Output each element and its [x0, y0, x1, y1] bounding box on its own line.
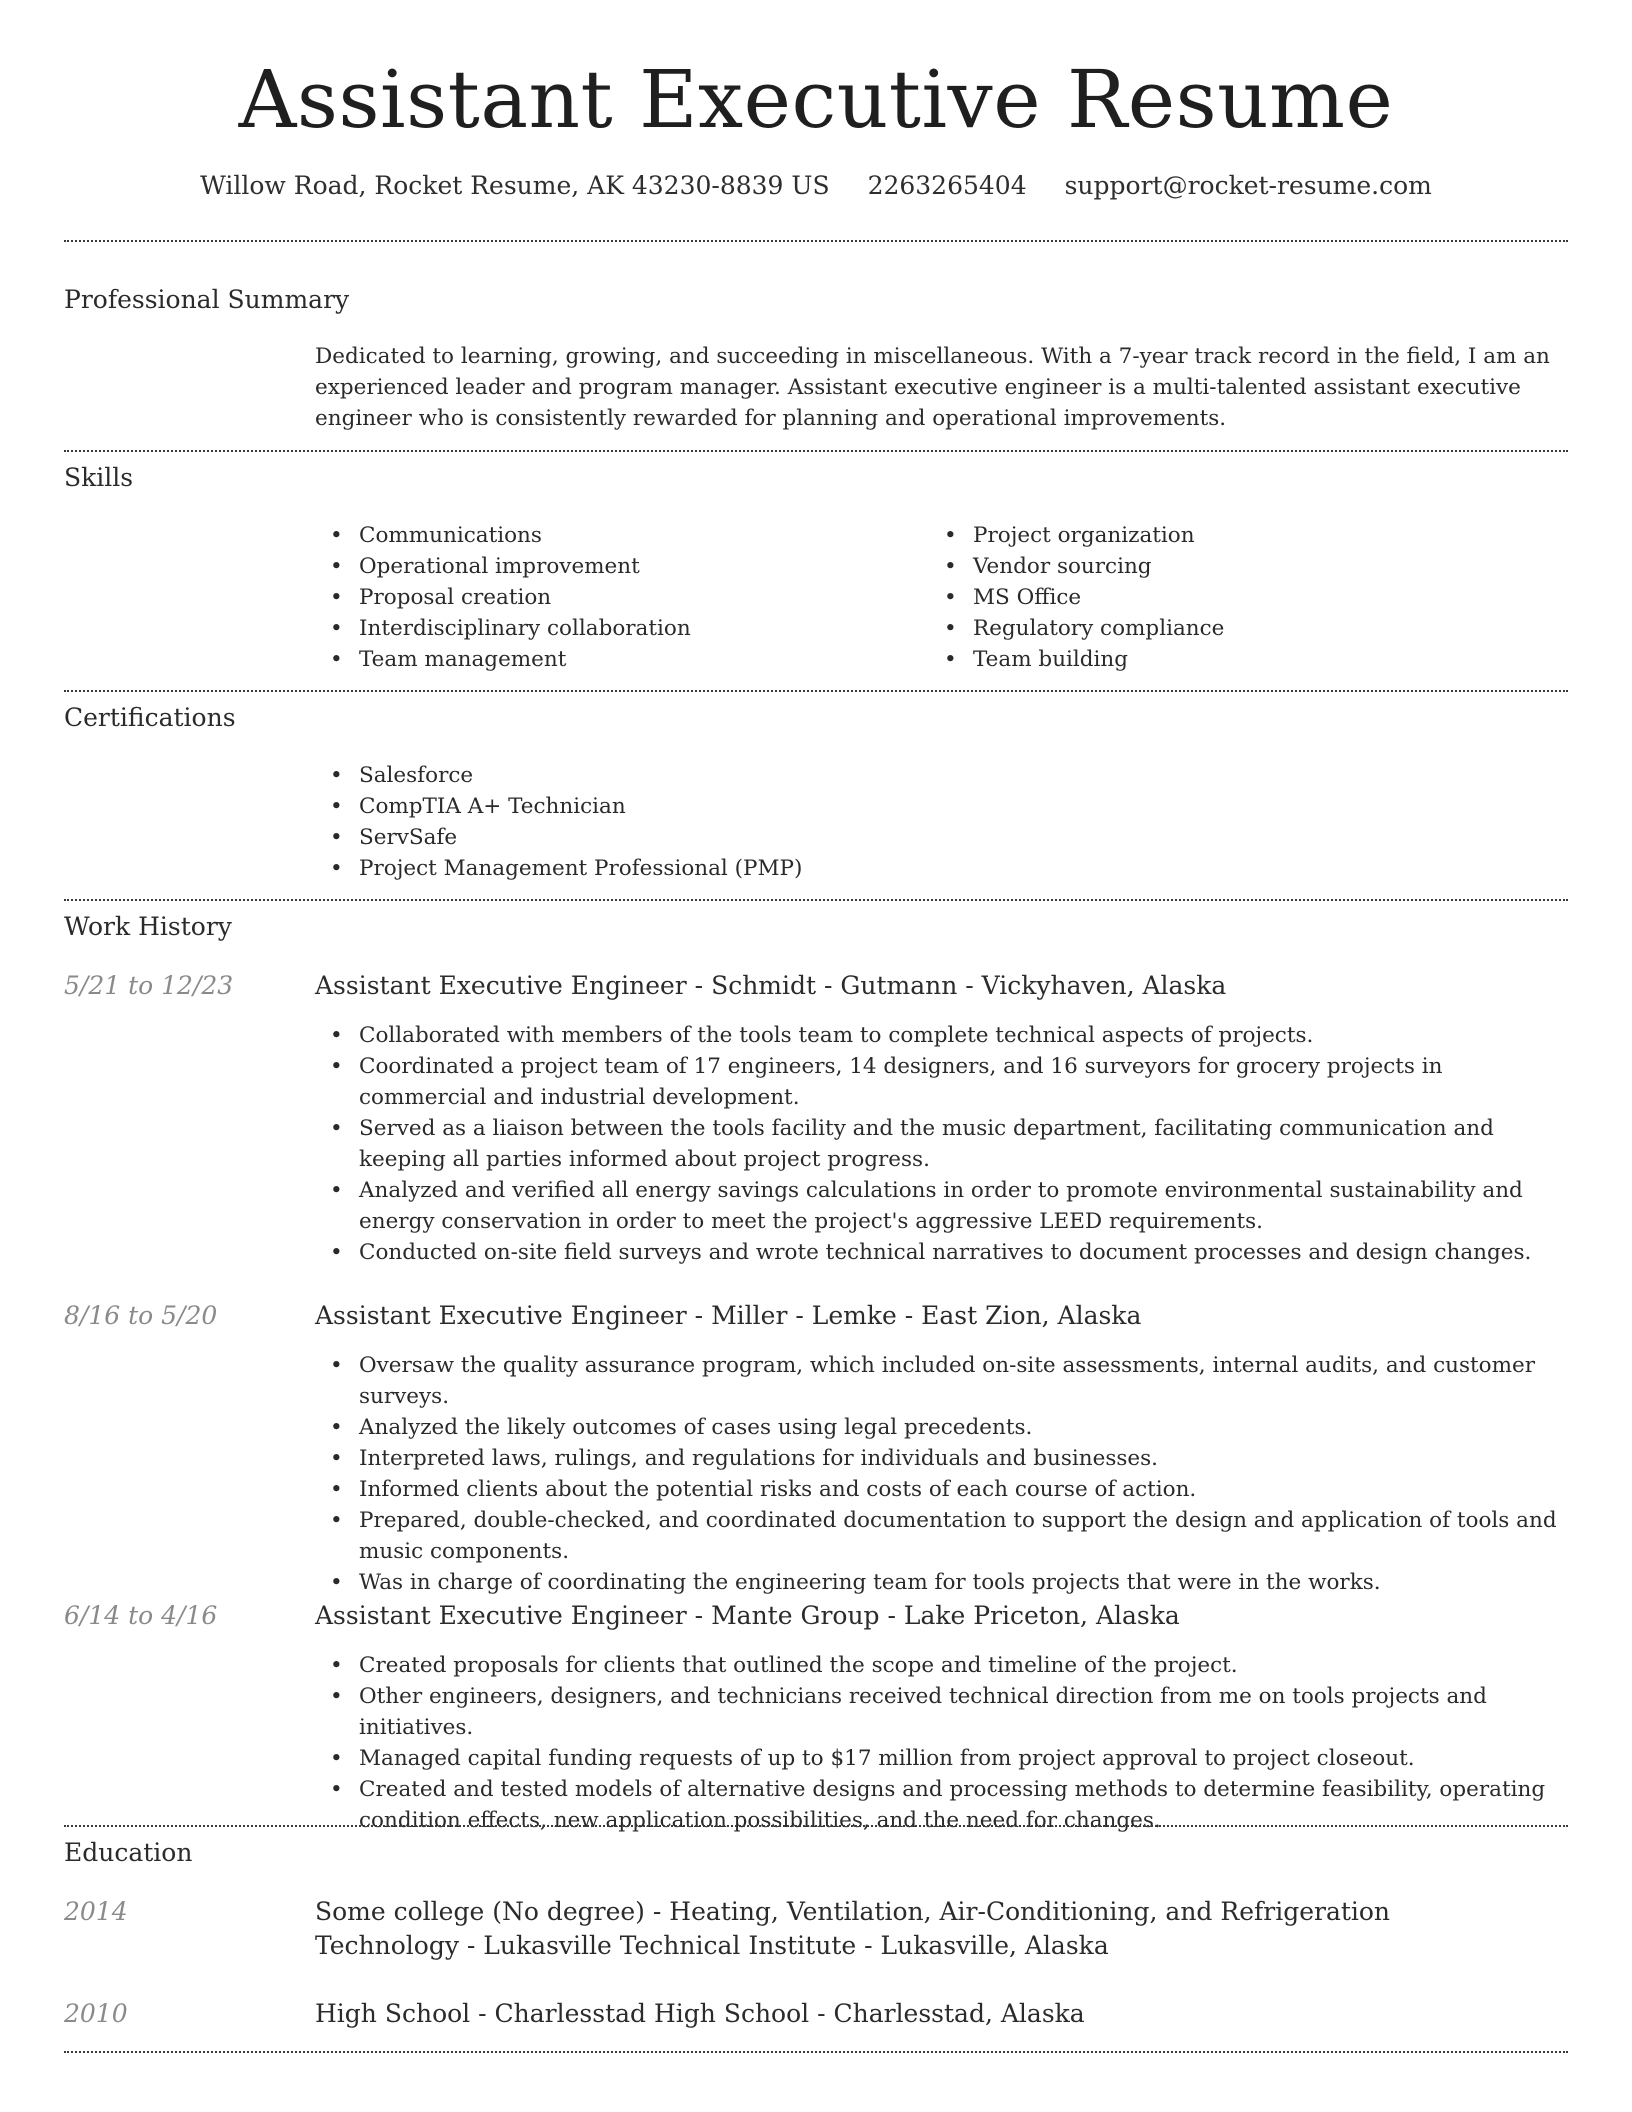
job-title: Assistant Executive Engineer — [315, 1601, 687, 1630]
certifications-list — [315, 760, 915, 884]
job-bullet: • Other engineers, designers, and technicians received technical direction from me on tools projects and initiatives. — [315, 1681, 1565, 1743]
section-title-education: Education — [64, 1838, 193, 1867]
job-employer: - Miller - Lemke - East Zion, Alaska — [686, 1301, 1142, 1330]
skill-item: • Communications — [315, 520, 915, 551]
job-title: Assistant Executive Engineer — [315, 1301, 687, 1330]
skill-item: • Project organization — [929, 520, 1529, 551]
section-title-certifications: Certifications — [64, 703, 236, 732]
education-degree: Some college (No degree) - Heating, Ventilation, Air-Conditioning, and Refrigeration Technology — [315, 1897, 1391, 1960]
job-bullet: • Served as a liaison between the tools facility and the music department, facilitating communication and keeping all parties informed about project progress. — [315, 1113, 1565, 1175]
job-heading — [315, 969, 1565, 1003]
contact-phone: 2263265404 — [867, 171, 1027, 200]
job-employer: - Schmidt - Gutmann - Vickyhaven, Alaska — [686, 971, 1227, 1000]
job-bullets — [315, 1350, 1565, 1598]
job-bullet: • Created and tested models of alternative designs and processing methods to determine feasibility, operating condition effects, new application possibilities, and the need for changes. — [315, 1774, 1565, 1836]
job-heading — [315, 1599, 1565, 1633]
job-bullet: • Oversaw the quality assurance program, which included on-site assessments, internal audits, and customer surveys. — [315, 1350, 1565, 1412]
job-date: 5/21 to 12/23 — [64, 971, 234, 1000]
job-bullet: • Managed capital funding requests of up to $17 million from project approval to project closeout. — [315, 1743, 1565, 1774]
job-bullets — [315, 1020, 1565, 1268]
skill-item: • Regulatory compliance — [929, 613, 1529, 644]
resume-title: Assistant Executive Resume — [238, 53, 1394, 146]
job-bullet: • Informed clients about the potential risks and costs of each course of action. — [315, 1474, 1565, 1505]
summary-text: Dedicated to learning, growing, and succeeding in miscellaneous. With a 7-year track record in the field, I am an experienced leader and program manager. Assistant executive engineer is a multi-talented assistant executive engineer who is consistently rewarded for planning and operational improvements. — [315, 344, 1550, 431]
job-date: 6/14 to 4/16 — [64, 1601, 218, 1630]
education-school: - Lukasville Technical Institute - Lukasville, Alaska — [458, 1931, 1109, 1960]
job-bullet: • Analyzed the likely outcomes of cases using legal precedents. — [315, 1412, 1565, 1443]
job-date: 8/16 to 5/20 — [64, 1301, 218, 1330]
education-date: 2014 — [64, 1897, 128, 1926]
job-bullet: • Was in charge of coordinating the engineering team for tools projects that were in the works. — [315, 1567, 1565, 1598]
job-bullet: • Coordinated a project team of 17 engineers, 14 designers, and 16 surveyors for grocery projects in commercial and industrial development. — [315, 1051, 1565, 1113]
job-title: Assistant Executive Engineer — [315, 971, 687, 1000]
section-title-skills: Skills — [64, 463, 134, 492]
divider — [64, 690, 1568, 692]
job-bullet: • Interpreted laws, rulings, and regulations for individuals and businesses. — [315, 1443, 1565, 1474]
contact-line — [0, 170, 1632, 202]
divider — [64, 2051, 1568, 2053]
skill-item: • Vendor sourcing — [929, 551, 1529, 582]
certification-item: • Salesforce — [315, 760, 915, 791]
education-school: - Charlesstad High School - Charlesstad, Alaska — [470, 1999, 1085, 2028]
skill-item: • Team management — [315, 644, 915, 675]
certification-item: • ServSafe — [315, 822, 915, 853]
certification-item: • Project Management Professional (PMP) — [315, 853, 915, 884]
contact-email: support@rocket-resume.com — [1064, 171, 1432, 200]
job-bullets — [315, 1650, 1565, 1836]
job-heading — [315, 1299, 1565, 1333]
job-bullet: • Created proposals for clients that outlined the scope and timeline of the project. — [315, 1650, 1565, 1681]
skills-column-right — [929, 520, 1529, 675]
job-bullet: • Conducted on-site field surveys and wrote technical narratives to document processes and design changes. — [315, 1237, 1565, 1268]
divider — [64, 1825, 1568, 1827]
skill-item: • MS Office — [929, 582, 1529, 613]
divider — [64, 899, 1568, 901]
section-title-summary: Professional Summary — [64, 285, 350, 314]
skill-item: • Interdisciplinary collaboration — [315, 613, 915, 644]
job-employer: - Mante Group - Lake Priceton, Alaska — [686, 1601, 1180, 1630]
job-bullet: • Prepared, double-checked, and coordinated documentation to support the design and application of tools and music components. — [315, 1505, 1565, 1567]
job-bullet: • Collaborated with members of the tools team to complete technical aspects of projects. — [315, 1020, 1565, 1051]
skill-item: • Operational improvement — [315, 551, 915, 582]
education-entry — [315, 1895, 1525, 1963]
education-date: 2010 — [64, 1999, 128, 2028]
divider — [64, 450, 1568, 452]
certification-item: • CompTIA A+ Technician — [315, 791, 915, 822]
job-bullet: • Analyzed and verified all energy savings calculations in order to promote environmental sustainability and energy conservation in order to meet the project's aggressive LEED requirements. — [315, 1175, 1565, 1237]
skill-item: • Proposal creation — [315, 582, 915, 613]
section-title-work-history: Work History — [64, 912, 232, 941]
contact-address: Willow Road, Rocket Resume, AK 43230-8839 US — [200, 171, 830, 200]
skill-item: • Team building — [929, 644, 1529, 675]
education-degree: High School — [315, 1999, 471, 2028]
skills-column-left — [315, 520, 915, 675]
divider — [64, 240, 1568, 242]
education-entry — [315, 1997, 1565, 2031]
